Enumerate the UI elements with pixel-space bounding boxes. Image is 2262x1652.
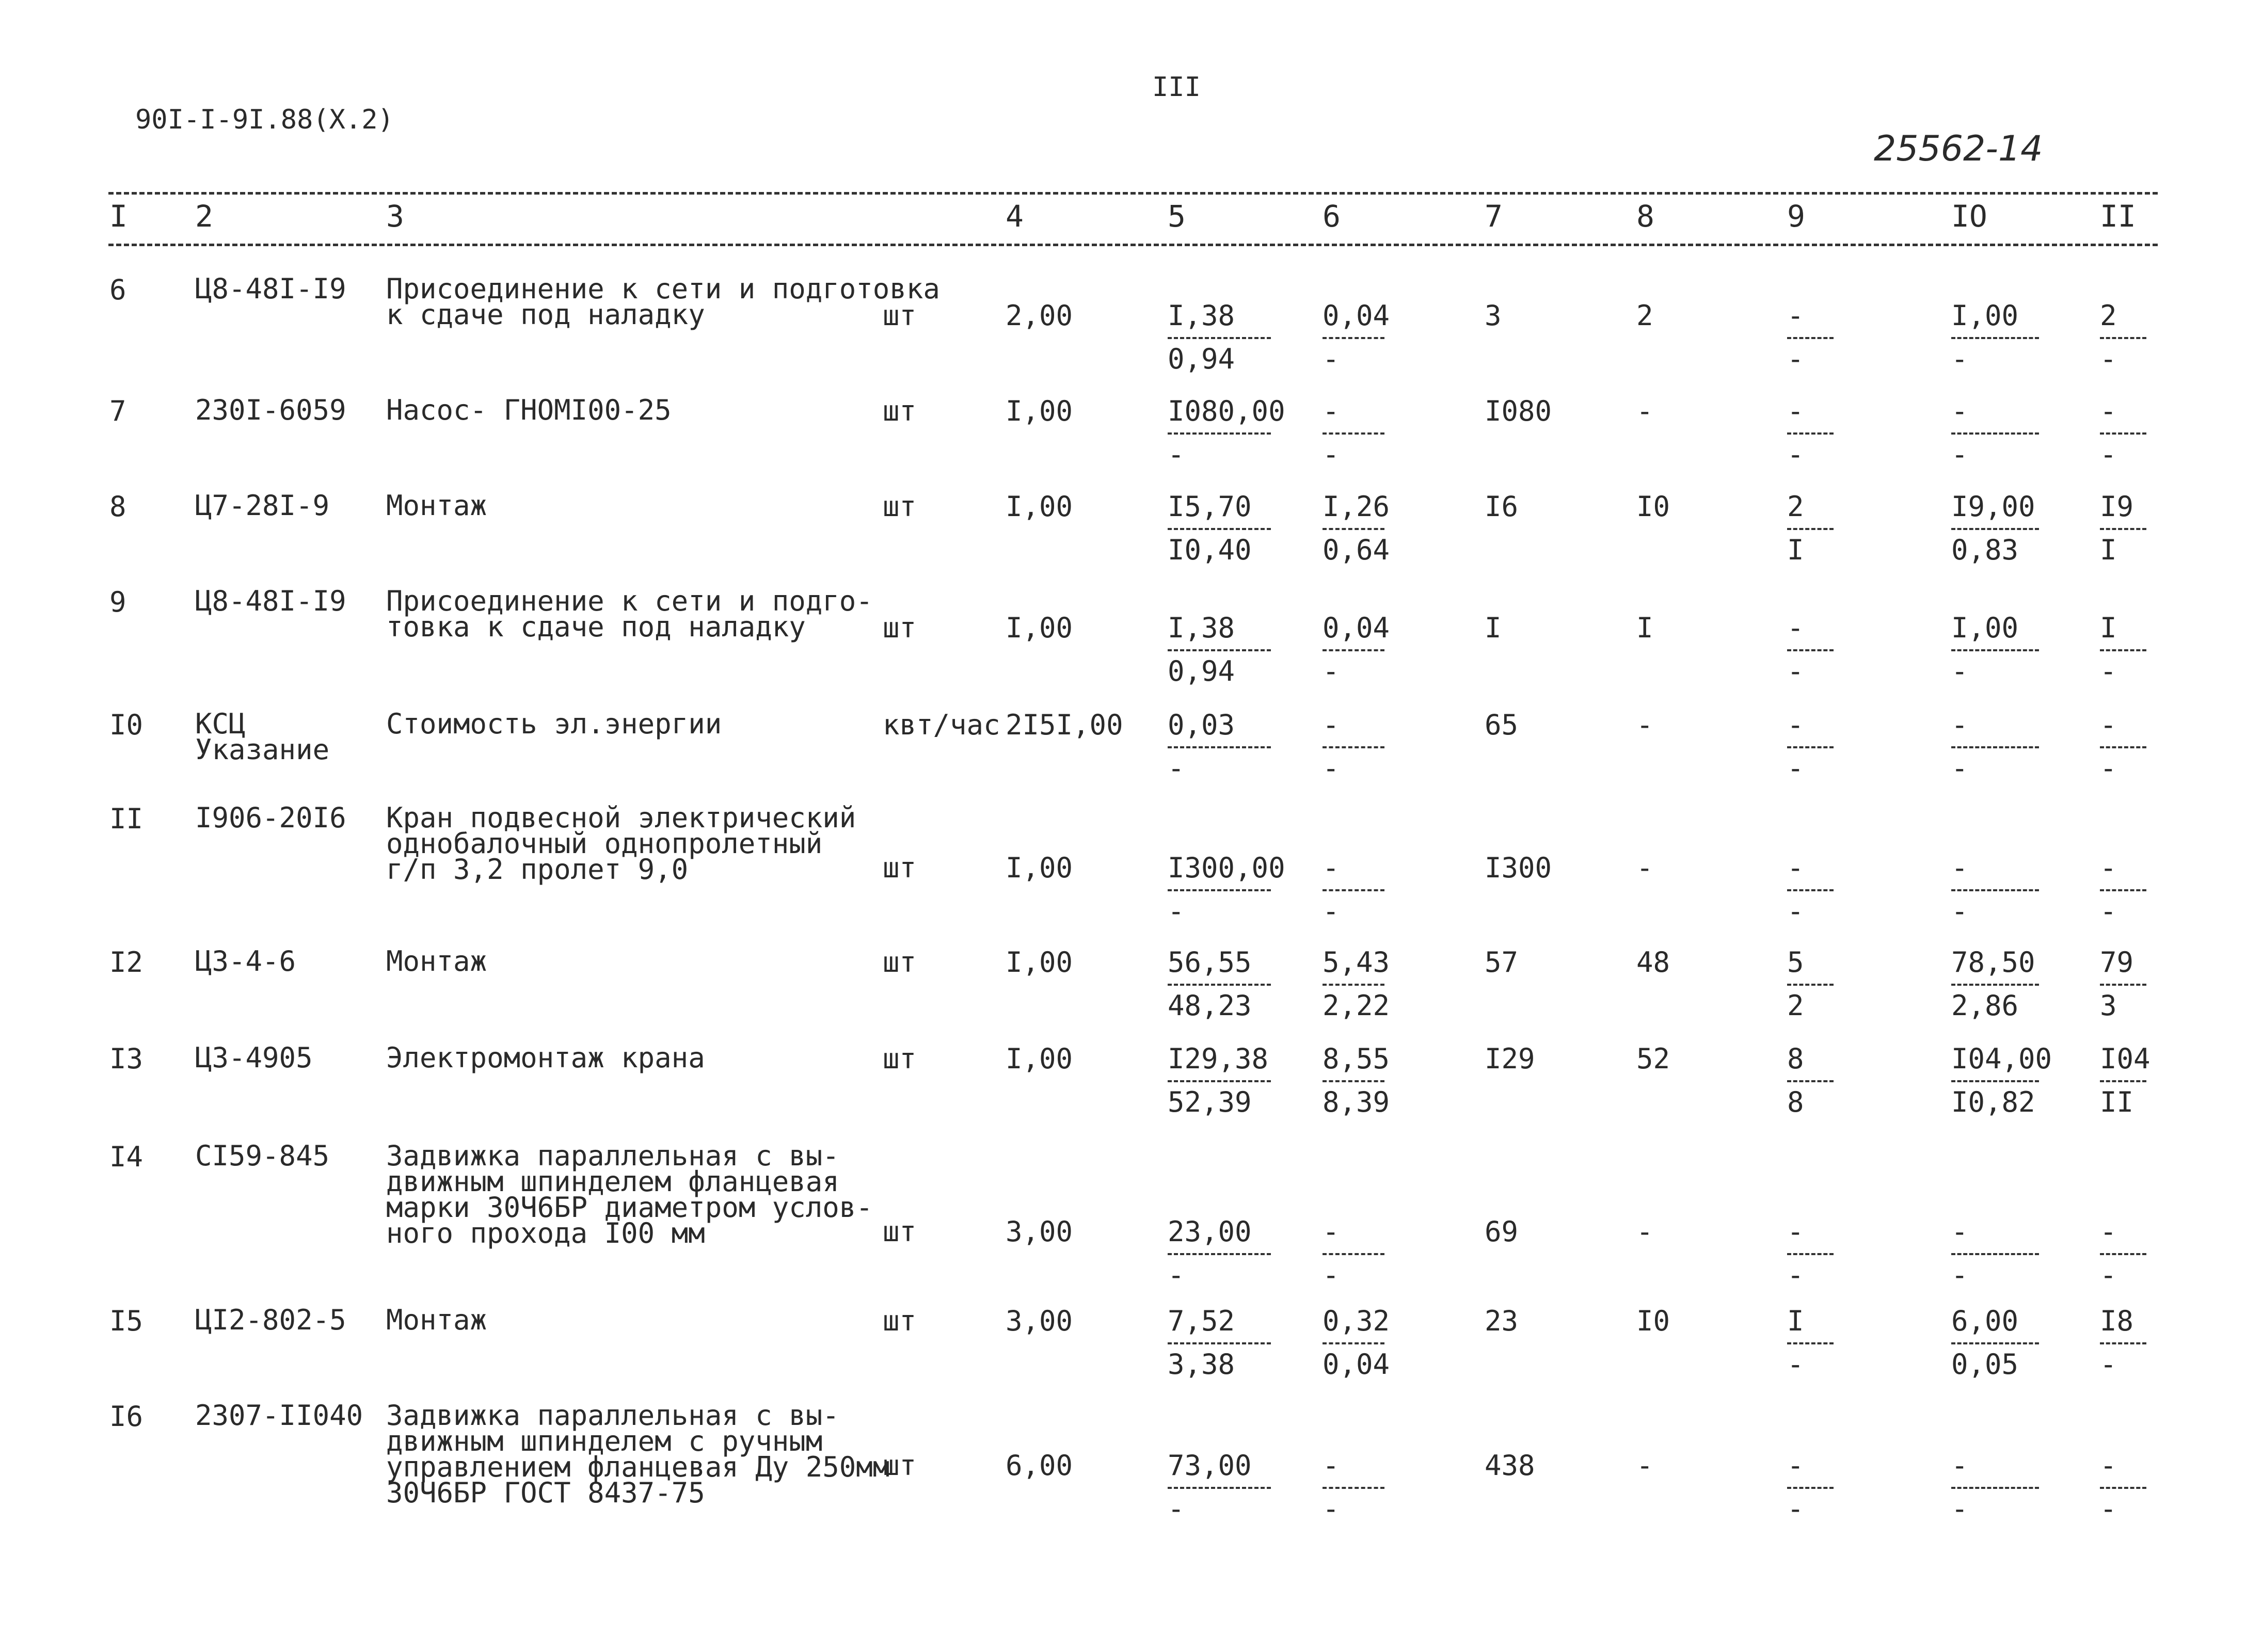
row-quantity: I,00 — [1006, 852, 1073, 884]
row-quantity: 2I5I,00 — [1006, 709, 1123, 741]
labor-total-numerator: 2 — [2100, 299, 2117, 332]
row-unit: шт — [883, 395, 917, 427]
row-unit: шт — [883, 852, 917, 884]
header-top-rule — [108, 192, 2158, 195]
row-description-line: к сдаче под наладку — [386, 298, 705, 331]
cost-per-unit-divider — [1168, 984, 1271, 986]
row-description-line: Насос- ГНОМI00-25 — [386, 394, 672, 426]
header-bottom-rule — [108, 244, 2158, 246]
labor-total-divider — [2100, 649, 2146, 651]
row-description — [386, 1399, 890, 1509]
row-code-line: Ц3-4905 — [195, 1041, 313, 1074]
machine-cost-per-unit-numerator: 5,43 — [1323, 946, 1390, 979]
labor-per-unit-numerator: - — [1951, 852, 1968, 884]
machine-cost-per-unit-denominator: - — [1323, 895, 1340, 927]
labor-total-numerator: I8 — [2100, 1305, 2134, 1337]
labor-total-numerator: - — [2100, 709, 2117, 741]
row-description-line: г/п 3,2 пролет 9,0 — [386, 853, 689, 886]
labor-per-unit-numerator: 78,50 — [1951, 946, 2035, 979]
labor-total-divider — [2100, 889, 2146, 891]
labor-total-denominator: - — [2100, 1348, 2117, 1381]
labor-total-numerator: I04 — [2100, 1042, 2151, 1075]
cost-per-unit-numerator: 56,55 — [1168, 946, 1252, 979]
machine-operation-total-denominator: - — [1787, 1259, 1804, 1291]
document-code: 90I-I-9I.88(X.2) — [135, 104, 394, 135]
machine-cost-per-unit-divider — [1323, 337, 1384, 339]
row-description-line: Монтаж — [386, 489, 487, 522]
labor-per-unit-numerator: I9,00 — [1951, 490, 2035, 523]
row-code — [195, 1304, 346, 1336]
row-description-line: товка к сдаче под наладку — [386, 611, 806, 643]
row-code — [195, 801, 346, 834]
row-unit: шт — [883, 1215, 917, 1248]
labor-total-denominator: 3 — [2100, 989, 2117, 1022]
labor-total-divider — [2100, 984, 2146, 986]
cost-per-unit-numerator: 23,00 — [1168, 1215, 1252, 1248]
machine-operation-total-divider — [1787, 432, 1834, 435]
cost-per-unit-divider — [1168, 889, 1271, 891]
machine-cost-per-unit-denominator: - — [1323, 1493, 1340, 1525]
labor-per-unit-denominator: 0,05 — [1951, 1348, 2019, 1381]
row-quantity: I,00 — [1006, 1042, 1073, 1075]
row-description-line: Монтаж — [386, 945, 487, 977]
machine-operation-total-numerator: - — [1787, 612, 1804, 644]
row-description-line: движным шпинделем фланцевая — [386, 1165, 839, 1198]
row-code-line: Ц7-28I-9 — [195, 489, 330, 522]
labor-per-unit-numerator: 6,00 — [1951, 1305, 2019, 1337]
labor-per-unit-divider — [1951, 746, 2039, 748]
labor-total-numerator: - — [2100, 1215, 2117, 1248]
labor-per-unit-divider — [1951, 1487, 2039, 1489]
row-description-line: Стоимость эл.энергии — [386, 708, 722, 740]
machine-cost-per-unit-denominator: - — [1323, 655, 1340, 687]
machine-cost-per-unit-denominator: - — [1323, 343, 1340, 375]
cost-per-unit-divider — [1168, 1487, 1271, 1489]
sheet-id: 25562-14 — [1874, 129, 2043, 169]
cost-per-unit-denominator: - — [1168, 895, 1185, 927]
cost-per-unit-numerator: I,38 — [1168, 299, 1235, 332]
machine-cost-per-unit-numerator: 0,04 — [1323, 299, 1390, 332]
labor-total-denominator: - — [2100, 343, 2117, 375]
row-unit: шт — [883, 612, 917, 644]
machine-cost-per-unit-divider — [1323, 528, 1384, 530]
row-code-line: Ц3-4-6 — [195, 945, 296, 977]
column-header-10: IO — [1951, 199, 1987, 234]
machine-operation-total-divider — [1787, 984, 1834, 986]
cost-per-unit-numerator: I29,38 — [1168, 1042, 1269, 1075]
machine-operation-total-divider — [1787, 1342, 1834, 1344]
cost-per-unit-divider — [1168, 746, 1271, 748]
cost-per-unit-denominator: - — [1168, 752, 1185, 784]
labor-total-denominator: - — [2100, 1259, 2117, 1291]
row-number: I0 — [109, 709, 144, 741]
row-description-line: Задвижка параллельная с вы- — [386, 1140, 839, 1172]
machine-cost-per-unit-denominator: 0,64 — [1323, 534, 1390, 566]
labor-per-unit-denominator: - — [1951, 438, 1968, 471]
machine-cost-per-unit-denominator: - — [1323, 752, 1340, 784]
column-header-7: 7 — [1485, 199, 1503, 234]
machine-operation-total-denominator: - — [1787, 1493, 1804, 1525]
row-description — [386, 945, 487, 977]
machine-cost-per-unit-numerator: 0,32 — [1323, 1305, 1390, 1337]
labor-per-unit-denominator: - — [1951, 343, 1968, 375]
machine-cost-per-unit-divider — [1323, 1253, 1384, 1255]
labor-total-divider — [2100, 1253, 2146, 1255]
labor-per-unit-divider — [1951, 1253, 2039, 1255]
row-unit: шт — [883, 1305, 917, 1337]
labor-total-divider — [2100, 1342, 2146, 1344]
machine-cost-per-unit-denominator: - — [1323, 1259, 1340, 1291]
total-cost: I29 — [1485, 1042, 1535, 1075]
machine-cost-per-unit-divider — [1323, 1342, 1384, 1344]
total-cost: 438 — [1485, 1449, 1535, 1482]
labor-total-numerator: - — [2100, 852, 2117, 884]
labor-total-denominator: I — [2100, 534, 2117, 566]
cost-per-unit-divider — [1168, 1080, 1271, 1082]
labor-wages: 48 — [1636, 946, 1670, 979]
machine-cost-per-unit-divider — [1323, 889, 1384, 891]
labor-per-unit-divider — [1951, 889, 2039, 891]
row-unit: шт — [883, 1042, 917, 1075]
row-description-line: Монтаж — [386, 1304, 487, 1336]
row-code-line: Ц8-48I-I9 — [195, 272, 346, 305]
machine-operation-total-divider — [1787, 337, 1834, 339]
row-description-line: 30Ч6БР ГОСТ 8437-75 — [386, 1477, 705, 1509]
cost-per-unit-numerator: I,38 — [1168, 612, 1235, 644]
labor-per-unit-denominator: 2,86 — [1951, 989, 2019, 1022]
labor-total-divider — [2100, 337, 2146, 339]
machine-cost-per-unit-divider — [1323, 432, 1384, 435]
machine-cost-per-unit-divider — [1323, 746, 1384, 748]
labor-per-unit-denominator: 0,83 — [1951, 534, 2019, 566]
column-header-5: 5 — [1168, 199, 1186, 234]
row-description — [386, 801, 856, 886]
row-code — [195, 708, 330, 766]
machine-operation-total-denominator: - — [1787, 438, 1804, 471]
labor-wages: 52 — [1636, 1042, 1670, 1075]
labor-per-unit-denominator: - — [1951, 895, 1968, 927]
row-quantity: I,00 — [1006, 395, 1073, 427]
machine-cost-per-unit-numerator: - — [1323, 709, 1340, 741]
row-code — [195, 585, 346, 617]
cost-per-unit-divider — [1168, 432, 1271, 435]
labor-wages: - — [1636, 709, 1653, 741]
machine-operation-total-denominator: - — [1787, 752, 1804, 784]
labor-per-unit-numerator: - — [1951, 1449, 1968, 1482]
labor-wages: I0 — [1636, 490, 1670, 523]
labor-per-unit-divider — [1951, 1080, 2039, 1082]
row-description-line: Присоединение к сети и подготовка — [386, 272, 940, 305]
cost-per-unit-numerator: I300,00 — [1168, 852, 1285, 884]
machine-operation-total-denominator: - — [1787, 343, 1804, 375]
row-code-line: КСЦ — [195, 708, 246, 740]
row-unit: шт — [883, 1449, 917, 1482]
labor-total-numerator: I9 — [2100, 490, 2134, 523]
row-number: 7 — [109, 395, 126, 427]
cost-per-unit-denominator: 3,38 — [1168, 1348, 1235, 1381]
labor-total-denominator: II — [2100, 1086, 2134, 1118]
row-code-line: СI59-845 — [195, 1140, 330, 1172]
machine-operation-total-numerator: - — [1787, 709, 1804, 741]
cost-per-unit-numerator: 0,03 — [1168, 709, 1235, 741]
column-header-8: 8 — [1636, 199, 1654, 234]
machine-operation-total-numerator: I — [1787, 1305, 1804, 1337]
cost-per-unit-denominator: - — [1168, 1259, 1185, 1291]
labor-per-unit-numerator: I,00 — [1951, 612, 2019, 644]
row-code-line: ЦI2-802-5 — [195, 1304, 346, 1336]
row-description — [386, 272, 940, 332]
cost-per-unit-denominator: - — [1168, 438, 1185, 471]
machine-cost-per-unit-denominator: 2,22 — [1323, 989, 1390, 1022]
labor-total-denominator: - — [2100, 895, 2117, 927]
machine-operation-total-denominator: I — [1787, 534, 1804, 566]
row-unit: шт — [883, 299, 917, 332]
labor-total-divider — [2100, 1487, 2146, 1489]
row-number: 9 — [109, 586, 126, 618]
total-cost: 69 — [1485, 1215, 1519, 1248]
cost-per-unit-divider — [1168, 528, 1271, 530]
machine-operation-total-divider — [1787, 746, 1834, 748]
machine-operation-total-divider — [1787, 1487, 1834, 1489]
row-number: I3 — [109, 1042, 144, 1075]
total-cost: 3 — [1485, 299, 1502, 332]
labor-wages: - — [1636, 1449, 1653, 1482]
machine-operation-total-denominator: 8 — [1787, 1086, 1804, 1118]
row-code — [195, 1041, 313, 1074]
machine-operation-total-numerator: 2 — [1787, 490, 1804, 523]
labor-total-numerator: 79 — [2100, 946, 2134, 979]
row-number: II — [109, 803, 144, 835]
row-number: 8 — [109, 490, 126, 523]
row-description-line: ного прохода I00 мм — [386, 1217, 705, 1249]
labor-total-divider — [2100, 528, 2146, 530]
labor-per-unit-divider — [1951, 649, 2039, 651]
row-quantity: 2,00 — [1006, 299, 1073, 332]
row-description — [386, 394, 672, 426]
row-quantity: 3,00 — [1006, 1215, 1073, 1248]
row-description-line: Задвижка параллельная с вы- — [386, 1399, 839, 1432]
row-description — [386, 1041, 705, 1074]
labor-per-unit-denominator: - — [1951, 1259, 1968, 1291]
machine-cost-per-unit-numerator: 8,55 — [1323, 1042, 1390, 1075]
row-quantity: 3,00 — [1006, 1305, 1073, 1337]
row-number: I2 — [109, 946, 144, 979]
labor-per-unit-numerator: I04,00 — [1951, 1042, 2052, 1075]
machine-cost-per-unit-numerator: - — [1323, 1215, 1340, 1248]
total-cost: I300 — [1485, 852, 1552, 884]
cost-per-unit-divider — [1168, 649, 1271, 651]
labor-wages: - — [1636, 1215, 1653, 1248]
machine-operation-total-denominator: 2 — [1787, 989, 1804, 1022]
total-cost: 65 — [1485, 709, 1519, 741]
cost-per-unit-denominator: - — [1168, 1493, 1185, 1525]
column-header-3: 3 — [386, 199, 404, 234]
row-code — [195, 394, 346, 426]
labor-total-denominator: - — [2100, 752, 2117, 784]
row-description — [386, 585, 873, 643]
labor-wages: - — [1636, 852, 1653, 884]
labor-total-numerator: I — [2100, 612, 2117, 644]
machine-operation-total-divider — [1787, 889, 1834, 891]
row-description-line: управлением фланцевая Ду 250мм — [386, 1451, 890, 1483]
labor-total-numerator: - — [2100, 1449, 2117, 1482]
row-number: I6 — [109, 1400, 144, 1433]
machine-cost-per-unit-numerator: - — [1323, 1449, 1340, 1482]
machine-operation-total-numerator: 8 — [1787, 1042, 1804, 1075]
labor-per-unit-divider — [1951, 337, 2039, 339]
labor-per-unit-denominator: I0,82 — [1951, 1086, 2035, 1118]
machine-operation-total-numerator: - — [1787, 299, 1804, 332]
machine-cost-per-unit-divider — [1323, 1080, 1384, 1082]
column-header-1: I — [109, 199, 128, 234]
row-code-line: I906-20I6 — [195, 801, 346, 834]
machine-operation-total-divider — [1787, 649, 1834, 651]
row-description-line: однобалочный однопролетный — [386, 827, 823, 860]
machine-cost-per-unit-denominator: 0,04 — [1323, 1348, 1390, 1381]
row-description-line: Электромонтаж крана — [386, 1041, 705, 1074]
labor-total-denominator: - — [2100, 655, 2117, 687]
cost-per-unit-denominator: 48,23 — [1168, 989, 1252, 1022]
row-description-line: марки 30Ч6БР диаметром услов- — [386, 1191, 873, 1224]
total-cost: 57 — [1485, 946, 1519, 979]
cost-per-unit-denominator: 0,94 — [1168, 655, 1235, 687]
machine-operation-total-numerator: - — [1787, 1449, 1804, 1482]
cost-per-unit-divider — [1168, 337, 1271, 339]
row-unit: квт/час — [883, 709, 1000, 741]
row-description-line: Присоединение к сети и подго- — [386, 585, 873, 617]
machine-operation-total-divider — [1787, 1253, 1834, 1255]
row-number: I5 — [109, 1305, 144, 1337]
labor-wages: 2 — [1636, 299, 1653, 332]
row-code-line: Указание — [195, 733, 330, 766]
labor-wages: I0 — [1636, 1305, 1670, 1337]
labor-total-divider — [2100, 746, 2146, 748]
cost-per-unit-numerator: 73,00 — [1168, 1449, 1252, 1482]
machine-operation-total-numerator: 5 — [1787, 946, 1804, 979]
row-code — [195, 489, 330, 522]
labor-per-unit-divider — [1951, 984, 2039, 986]
column-header-11: II — [2100, 199, 2136, 234]
labor-per-unit-numerator: I,00 — [1951, 299, 2019, 332]
machine-operation-total-divider — [1787, 528, 1834, 530]
cost-per-unit-numerator: 7,52 — [1168, 1305, 1235, 1337]
total-cost: I6 — [1485, 490, 1519, 523]
labor-per-unit-divider — [1951, 432, 2039, 435]
row-description-line: Кран подвесной электрический — [386, 801, 856, 834]
row-code — [195, 945, 296, 977]
row-unit: шт — [883, 490, 917, 523]
row-code — [195, 1399, 363, 1432]
cost-per-unit-numerator: I5,70 — [1168, 490, 1252, 523]
machine-cost-per-unit-divider — [1323, 649, 1384, 651]
machine-operation-total-denominator: - — [1787, 1348, 1804, 1381]
row-unit: шт — [883, 946, 917, 979]
labor-per-unit-denominator: - — [1951, 752, 1968, 784]
machine-operation-total-numerator: - — [1787, 1215, 1804, 1248]
total-cost: I080 — [1485, 395, 1552, 427]
column-header-6: 6 — [1323, 199, 1341, 234]
total-cost: I — [1485, 612, 1502, 644]
cost-per-unit-divider — [1168, 1342, 1271, 1344]
row-quantity: 6,00 — [1006, 1449, 1073, 1482]
labor-wages: - — [1636, 395, 1653, 427]
machine-cost-per-unit-numerator: - — [1323, 395, 1340, 427]
cost-per-unit-numerator: I080,00 — [1168, 395, 1285, 427]
labor-total-numerator: - — [2100, 395, 2117, 427]
column-header-4: 4 — [1006, 199, 1024, 234]
labor-per-unit-numerator: - — [1951, 395, 1968, 427]
row-quantity: I,00 — [1006, 612, 1073, 644]
machine-operation-total-numerator: - — [1787, 852, 1804, 884]
labor-per-unit-divider — [1951, 528, 2039, 530]
labor-total-denominator: - — [2100, 1493, 2117, 1525]
cost-per-unit-denominator: 0,94 — [1168, 343, 1235, 375]
machine-operation-total-numerator: - — [1787, 395, 1804, 427]
machine-cost-per-unit-denominator: - — [1323, 438, 1340, 471]
machine-cost-per-unit-denominator: 8,39 — [1323, 1086, 1390, 1118]
machine-operation-total-denominator: - — [1787, 655, 1804, 687]
total-cost: 23 — [1485, 1305, 1519, 1337]
row-description — [386, 1140, 873, 1249]
machine-cost-per-unit-divider — [1323, 984, 1384, 986]
labor-per-unit-divider — [1951, 1342, 2039, 1344]
labor-per-unit-numerator: - — [1951, 1215, 1968, 1248]
labor-wages: I — [1636, 612, 1653, 644]
labor-total-divider — [2100, 432, 2146, 435]
row-description — [386, 708, 722, 740]
machine-cost-per-unit-numerator: - — [1323, 852, 1340, 884]
cost-per-unit-denominator: 52,39 — [1168, 1086, 1252, 1118]
row-description — [386, 489, 487, 522]
machine-cost-per-unit-divider — [1323, 1487, 1384, 1489]
labor-total-denominator: - — [2100, 438, 2117, 471]
row-code-line: 2307-II040 — [195, 1399, 363, 1432]
row-quantity: I,00 — [1006, 490, 1073, 523]
row-description — [386, 1304, 487, 1336]
row-code — [195, 272, 346, 305]
machine-operation-total-denominator: - — [1787, 895, 1804, 927]
labor-per-unit-denominator: - — [1951, 1493, 1968, 1525]
labor-per-unit-numerator: - — [1951, 709, 1968, 741]
column-header-2: 2 — [195, 199, 213, 234]
labor-per-unit-denominator: - — [1951, 655, 1968, 687]
row-number: 6 — [109, 274, 126, 306]
cost-per-unit-denominator: I0,40 — [1168, 534, 1252, 566]
page-number: III — [1152, 72, 1201, 103]
row-description-line: движным шпинделем с ручным — [386, 1425, 823, 1457]
row-code-line: 230I-6059 — [195, 394, 346, 426]
row-code — [195, 1140, 330, 1172]
machine-cost-per-unit-numerator: 0,04 — [1323, 612, 1390, 644]
labor-total-divider — [2100, 1080, 2146, 1082]
row-quantity: I,00 — [1006, 946, 1073, 979]
machine-cost-per-unit-numerator: I,26 — [1323, 490, 1390, 523]
row-number: I4 — [109, 1141, 144, 1173]
cost-per-unit-divider — [1168, 1253, 1271, 1255]
machine-operation-total-divider — [1787, 1080, 1834, 1082]
row-code-line: Ц8-48I-I9 — [195, 585, 346, 617]
column-header-9: 9 — [1787, 199, 1805, 234]
